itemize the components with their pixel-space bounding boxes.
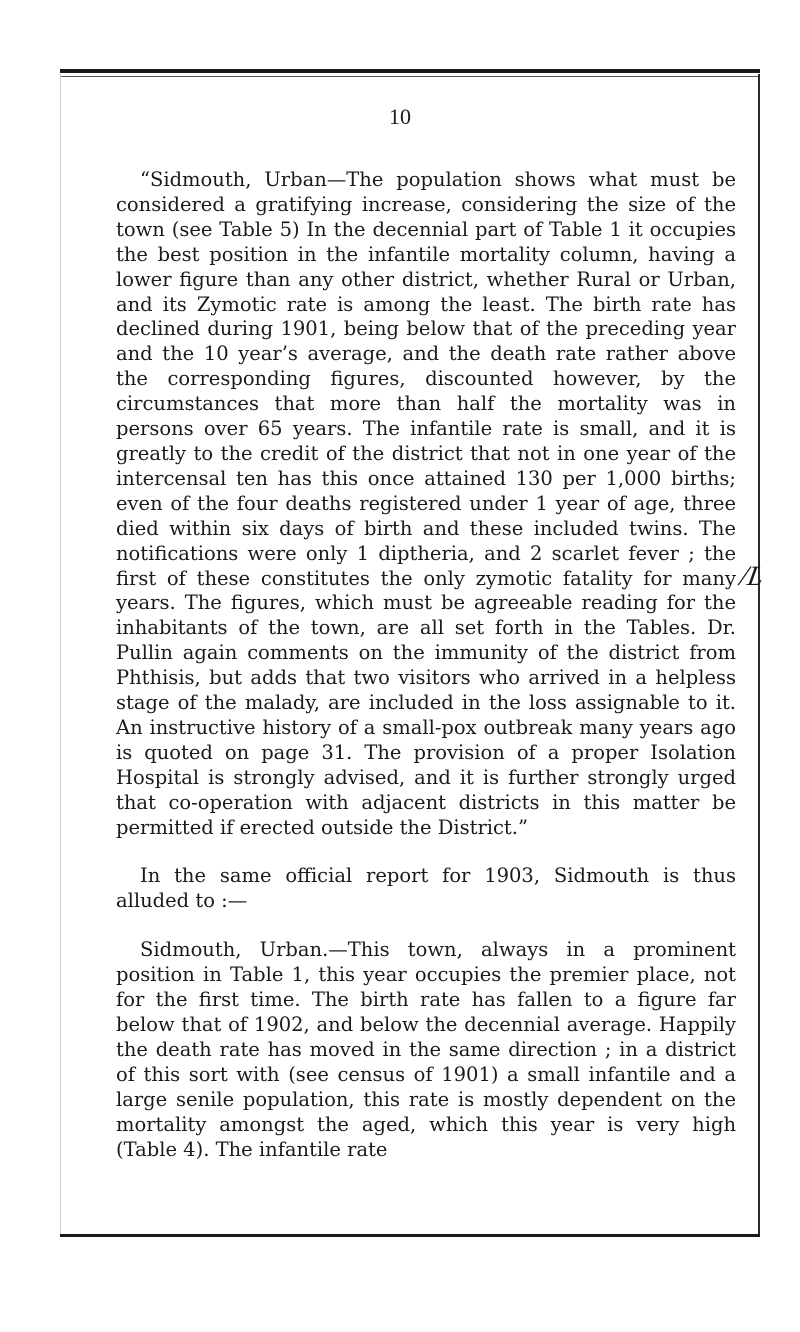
page-number: 10 [389, 104, 411, 129]
paragraph-sidmouth-1901: “Sidmouth, Urban—The population shows what must be considered a gratifying increase, considering the size of the town (see Table 5) In the decennial part of Table 1 it occupies the best position in the infantile mortality column, having a lower figure than any other district, whether Rural or Urban, and its Zymotic rate is among the least. The birth rate has declined during 1901, being below that of the preceding year and the 10 year’s average, and the death rate rather above the corresponding figures, discounted however, by the circumstances that more than half the mortality was in persons over 65 years. The infantile rate is small, and it is greatly to the credit of the district that not in one year of the intercensal ten has this once attained 130 per 1,000 births; even of the four deaths registered under 1 year of age, three died within six days of birth and these included twins. The notifications were only 1 diptheria, and 2 scarlet fever ; the first of these constitutes the only zymotic fatality for many years. The figures, which must be agreeable reading for the inhabitants of the town, are all set forth in the Tables. Dr. Pullin again comments on the immunity of the district from Phthisis, but adds that two visitors who arrived in a helpless stage of the malady, are included in the loss assignable to it. An instructive history of a small-pox outbreak many years ago is quoted on page 31. The provision of a proper Isolation Hospital is strongly advised, and it is further strongly urged that co-operation with adjacent districts in this matter be permitted if erected outside the District.” [116, 168, 736, 839]
paragraph-sidmouth-1903: Sidmouth, Urban.—This town, always in a prominent position in Table 1, this year occupies the premier place, not for the first time. The birth rate has fallen to a figure far below that of 1902, and below the decennial average. Happily the death rate has moved in the same direction ; in a district of this sort with (see census of 1901) a small infantile and a large senile population, this rate is mostly dependent on the mortality amongst the aged, which this year is very high (Table 4). The infantile rate [116, 938, 736, 1161]
handwritten-margin-note: /L [737, 561, 767, 592]
page-left-edge [60, 74, 61, 1234]
page-right-edge [758, 74, 760, 1234]
bottom-rule [60, 1234, 760, 1237]
report-text [116, 168, 736, 1162]
paragraph-report-1903-intro: In the same official report for 1903, Sidmouth is thus alluded to :— [116, 864, 736, 913]
top-rule-thin [60, 76, 760, 77]
top-rule-thick [60, 69, 760, 73]
